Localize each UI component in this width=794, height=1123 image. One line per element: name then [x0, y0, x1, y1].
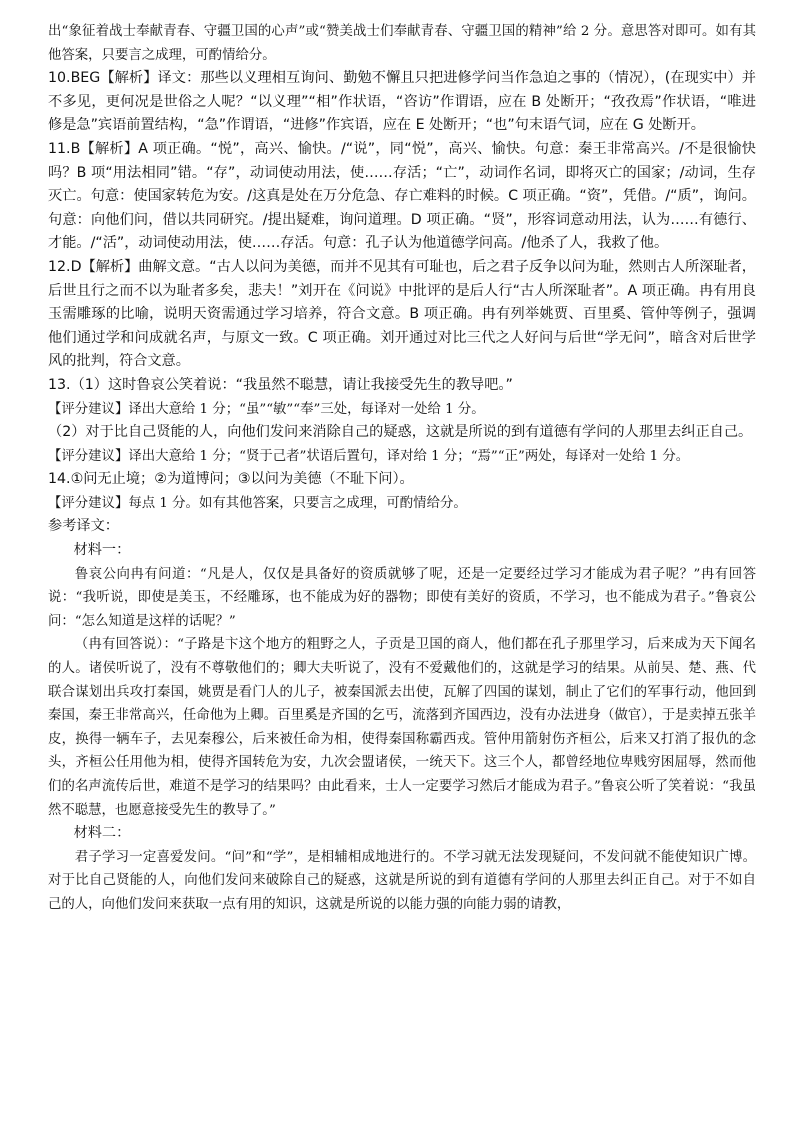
material-two-paragraph: 君子学习一定喜爱发问。“问”和“学”，是相辅相成地进行的。不学习就无法发现疑问，不发问就不能使知识广博。对于比自己贤能的人，向他们发问来破除自己的疑惑，这就是所说的到有道德有学问的人那里去纠正自己。对于不如自己的人，向他们发问来获取一点有用的知识，这就是所说的以能力强的向能力弱的请教，	[48, 849, 756, 912]
answer-q13-part1: 13.（1）这时鲁哀公笑着说：“我虽然不聪慧，请让我接受先生的教导吧。”	[48, 376, 513, 393]
material-one-paragraph-2: （冉有回答说）：“子路是卞这个地方的粗野之人，子贡是卫国的商人，他们都在孔子那里学习，后来成为天下闻名的人。诸侯听说了，没有不尊敬他们的；卿大夫听说了，没有不爱戴他们的，这就是学习的结果。从前吴、楚、燕、代联合谋划出兵攻打秦国，姚贾是看门人的儿子，被秦国派去出使，瓦解了四国的谋划，制止了它们的军事行动，他回到秦国，秦王非常高兴，任命他为上卿。百里奚是齐国的乞丐，流落到齐国西边，没有办法进身（做官），于是卖掉五张羊皮，换得一辆车子，去见秦穆公，后来被任命为相，使得秦国称霸西戎。管仲用箭射伤齐桓公，后来又打消了报仇的念头，齐桓公任用他为相，使得齐国转危为安，九次会盟诸侯，一统天下。这三个人，都曾经地位卑贱穷困屈辱，然而他们的名声流传后世，难道不是学习的结果吗？由此看来，士人一定要学习然后才能成为君子。”鲁哀公听了笑着说：“我虽然不聪慧，也愿意接受先生的教导了。”	[48, 637, 756, 818]
answer-q12: 12.D【解析】曲解文意。“古人以问为美德，而并不见其有可耻也，后之君子反争以问为耻，然则古人所深耻者，后世且行之而不以为耻者多矣，悲夫！”刘开在《问说》中批评的是后人行“古人所深耻者”。A 项正确。冉有用良玉需雕琢的比喻，说明天资需通过学习培养，符合文意。B 项正确。冉有列举姚贾、百里奚、管仲等例子，强调他们通过学和问成就名声，与原文一致。C 项正确。刘开通过对比三代之人好问与后世“学无问”，暗含对后世学风的批判，符合文意。	[48, 258, 756, 370]
material-one-heading: 材料一：	[73, 542, 131, 559]
answer-q13-part2: （2）对于比自己贤能的人，向他们发问来消除自己的疑惑，这就是所说的到有道德有学问的人那里去纠正自己。	[48, 424, 753, 441]
answer-q14: 14.①问无止境；②为道博问；③以问为美德（不耻下问）。	[48, 471, 414, 488]
answer-q9-tail: 出“象征着战士奉献青春、守疆卫国的心声”或“赞美战士们奉献青春、守疆卫国的精神”给 2 分。意思答对即可。如有其他答案，只要言之成理，可酌情给分。	[48, 24, 756, 63]
answer-q11: 11.B【解析】A 项正确。“悦”，高兴、愉快。/“说”，同“悦”，高兴、愉快。句意：秦王非常高兴。/不是很愉快吗？B 项“用法相同”错。“存”，动词使动用法，使……存活；“亡”，动词作名词，即将灭亡的国家；/动词，生存灭亡。句意：使国家转危为安。/这真是处在万分危急、存亡难料的时候。C 项正确。“资”，凭借。/“质”，询问。句意：向他们问，借以共同研究。/提出疑难，询问道理。D 项正确。“贤”，形容词意动用法，认为……有德行、才能。/“活”，动词使动用法，使……存活。句意：孔子认为他道德学问高。/他杀了人，我救了他。	[48, 140, 756, 252]
document-page	[48, 20, 756, 917]
material-one-paragraph-1: 鲁哀公向冉有问道：“凡是人，仅仅是具备好的资质就够了呢，还是一定要经过学习才能成为君子呢？”冉有回答说：“我听说，即使是美玉，不经雕琢，也不能成为好的器物；即使有美好的资质，不学习，也不能成为君子。”鲁哀公问：“怎么知道是这样的话呢？”	[48, 566, 756, 629]
translation-heading: 参考译文：	[48, 518, 119, 535]
scoring-note-q13-part2: 【评分建议】译出大意给 1 分；“贤于己者”状语后置句，译对给 1 分；“焉”“正”两处，每译对一处给 1 分。	[48, 448, 690, 464]
material-two-heading: 材料二：	[73, 825, 131, 842]
answer-q10: 10.BEG【解析】译文：那些以义理相互询问、勤勉不懈且只把进修学问当作急迫之事的（情况），(在现实中）并不多见，更何况是世俗之人呢？“以义理”“相”作状语，“咨访”作谓语，应在 B 处断开；“孜孜焉”作状语，“唯进修是急”宾语前置结构，“急”作谓语，“进修”作宾语，应在 E 处断开；“也”句末语气词，应在 G 处断开。	[48, 70, 756, 134]
scoring-note-q14: 【评分建议】每点 1 分。如有其他答案，只要言之成理，可酌情给分。	[48, 495, 467, 511]
scoring-note-q13-part1: 【评分建议】译出大意给 1 分；“虽”“敏”“奉”三处，每译对一处给 1 分。	[48, 401, 485, 417]
